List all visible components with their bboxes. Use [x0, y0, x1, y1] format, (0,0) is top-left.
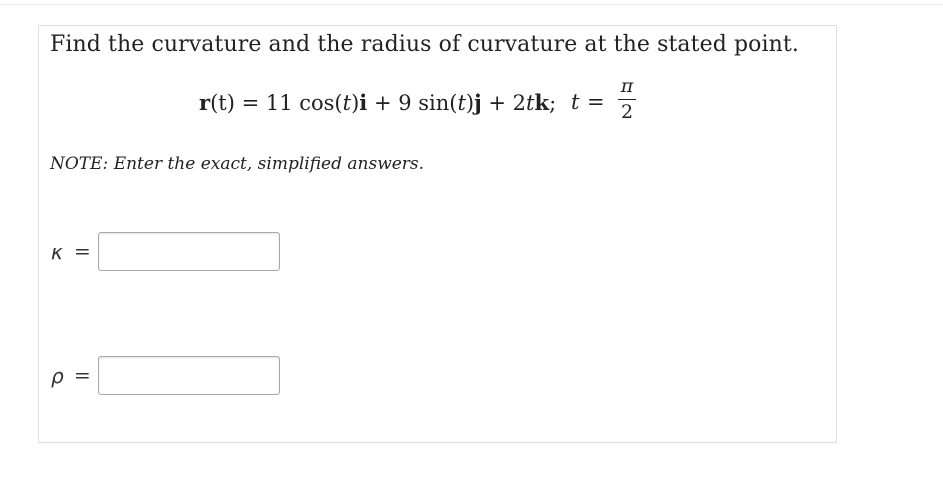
eq-r: r: [199, 90, 211, 115]
question-prompt: Find the curvature and the radius of curvature at the stated point.: [50, 32, 799, 57]
rho-equals: =: [74, 363, 91, 387]
rho-symbol: ρ: [51, 364, 64, 388]
eq-semicolon: ;: [549, 91, 557, 115]
eq-arg: (t): [210, 91, 235, 115]
eq-t3: t: [526, 91, 535, 115]
eq-i: i: [359, 90, 368, 115]
eq-t-equals: =: [587, 90, 605, 114]
eq-k: k: [534, 90, 550, 115]
eq-after-cos: ): [351, 91, 360, 115]
curvature-input[interactable]: [98, 232, 280, 271]
eq-cos: = 11 cos(: [234, 91, 343, 115]
radius-input[interactable]: [98, 356, 280, 395]
top-divider: [0, 4, 943, 5]
equation-expression: [199, 90, 556, 115]
eq-after-sin: ): [465, 91, 475, 115]
eq-sin: + 9 sin(: [367, 91, 458, 115]
eq-plus2: + 2: [481, 91, 527, 115]
kappa-symbol: κ: [51, 240, 63, 264]
eq-j: j: [474, 90, 482, 115]
eq-t2: t: [457, 91, 466, 115]
fraction-bar: [618, 99, 636, 100]
question-panel: [38, 25, 837, 443]
kappa-equals: =: [74, 239, 91, 263]
eq-t-var: t: [571, 90, 580, 114]
fraction-numerator: π: [620, 75, 634, 97]
eq-t1: t: [342, 91, 352, 115]
pi-over-two-fraction: [618, 76, 636, 122]
note-text: NOTE: Enter the exact, simplified answers.: [50, 154, 425, 174]
fraction-denominator: 2: [620, 101, 634, 123]
